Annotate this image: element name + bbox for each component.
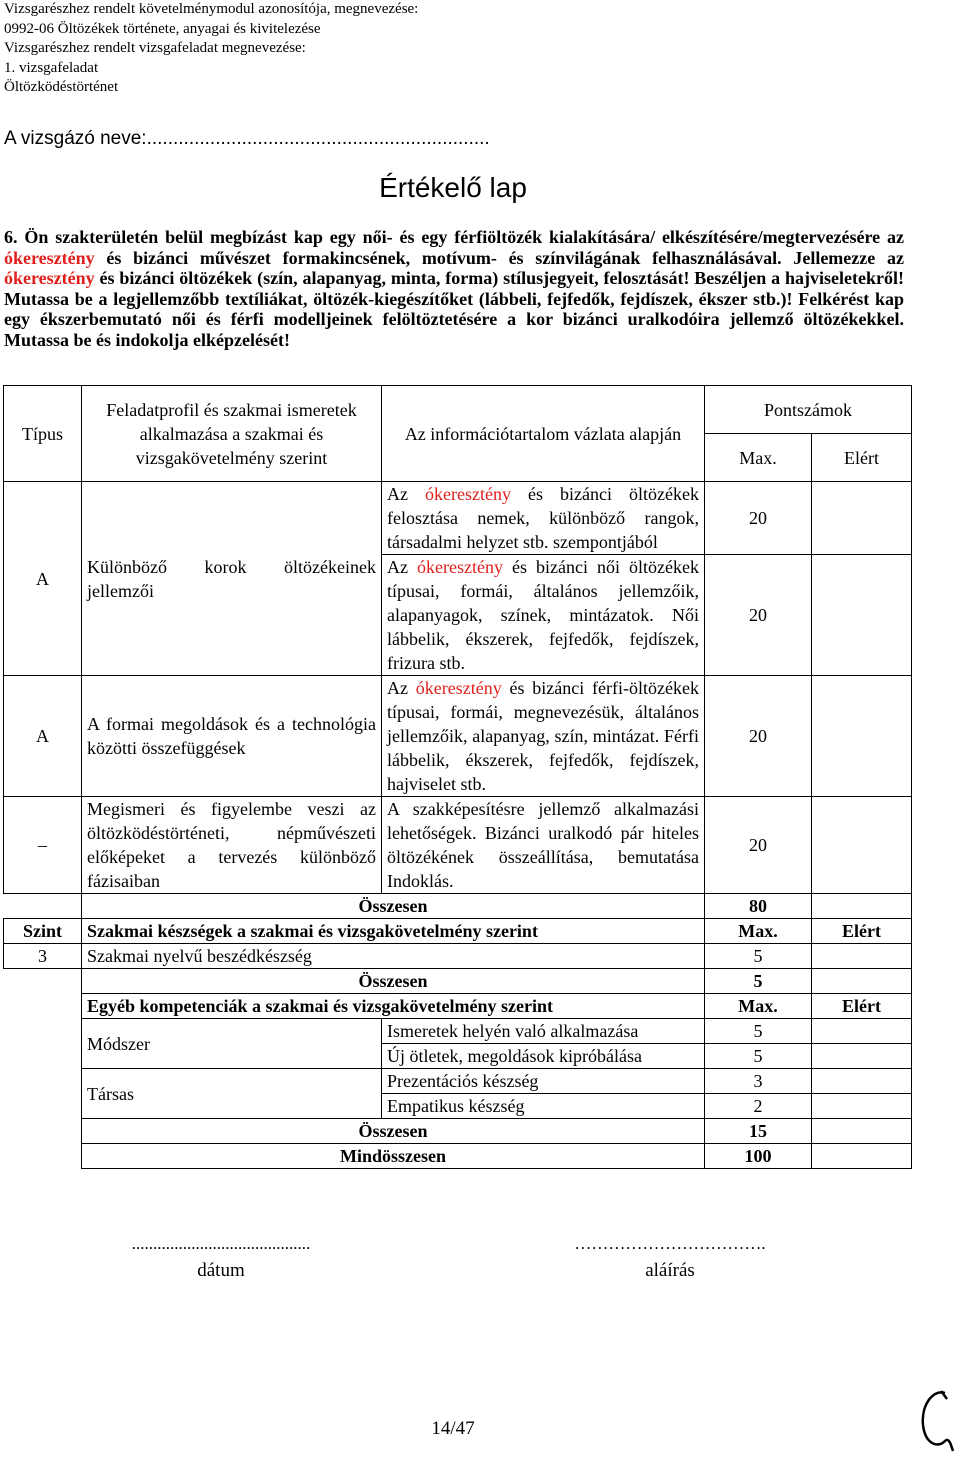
highlight-term: ókeresztény bbox=[415, 678, 502, 698]
task-text: és bizánci művészet formakincsének, motívum- és színvilágának felhasználásával. Jellemezze az bbox=[94, 247, 904, 268]
subtotal-achieved bbox=[812, 969, 912, 994]
skill-achieved bbox=[812, 944, 912, 969]
grand-total-achieved bbox=[812, 1144, 912, 1169]
signature-block bbox=[520, 1234, 820, 1282]
task-description bbox=[4, 227, 904, 351]
header-max: Max. bbox=[705, 434, 812, 482]
competence-achieved bbox=[812, 1019, 912, 1044]
subtotal-label: Összesen bbox=[82, 894, 705, 919]
header-line: 1. vizsgafeladat bbox=[4, 59, 99, 76]
row-info: Az ókeresztény és bizánci öltözékek felosztása nemek, különböző rangok, társadalmi helyzet stb. szempontjából bbox=[382, 482, 705, 555]
highlight-term: ókeresztény bbox=[425, 484, 511, 504]
row-achieved bbox=[812, 676, 912, 797]
row-type: A bbox=[4, 676, 82, 797]
page-title: Értékelő lap bbox=[379, 172, 527, 203]
task-text: 6. Ön szakterületén belül megbízást kap egy női- és egy férfiöltözék kialakítására/ elkészítésére/megtervezésére az bbox=[4, 227, 904, 247]
competence-max: 5 bbox=[705, 1044, 812, 1069]
subtotal-value: 80 bbox=[705, 894, 812, 919]
competence-label: Empatikus készség bbox=[382, 1094, 705, 1119]
row-max: 20 bbox=[705, 482, 812, 555]
header-line: Vizsgarészhez rendelt vizsgafeladat megnevezése: bbox=[4, 40, 306, 57]
highlight-term: ókeresztény bbox=[417, 557, 503, 577]
grand-total-label: Mindösszesen bbox=[82, 1144, 705, 1169]
skills-header-label: Szakmai készségek a szakmai és vizsgakövetelmény szerint bbox=[82, 919, 705, 944]
subtotal-value: 15 bbox=[705, 1119, 812, 1144]
row-profile: A formai megoldások és a technológia közötti összefüggések bbox=[82, 676, 382, 797]
competence-label: Új ötletek, megoldások kipróbálása bbox=[382, 1044, 705, 1069]
header-points: Pontszámok bbox=[705, 386, 912, 434]
subtotal-achieved bbox=[812, 1119, 912, 1144]
date-label: dátum bbox=[197, 1260, 245, 1281]
row-type: – bbox=[4, 797, 82, 894]
candidate-name-field: A vizsgázó neve:................................................................. bbox=[4, 128, 490, 149]
skills-header-achieved: Elért bbox=[812, 919, 912, 944]
signature-line: ……………………………. bbox=[574, 1234, 766, 1253]
row-info: Az ókeresztény és bizánci női öltözékek típusai, formái, általános jellemzőik, alapanyagok, színek, mintázatok. Női lábbelik, ékszerek, fejfedők, fejdíszek, frizura stb. bbox=[382, 555, 705, 676]
competence-group: Társas bbox=[82, 1069, 382, 1119]
row-achieved bbox=[812, 482, 912, 555]
subtotal-value: 5 bbox=[705, 969, 812, 994]
page-number: 14/47 bbox=[431, 1418, 475, 1439]
row-max: 20 bbox=[705, 676, 812, 797]
competence-max: 3 bbox=[705, 1069, 812, 1094]
signature-label: aláírás bbox=[645, 1260, 695, 1281]
row-info: Az ókeresztény és bizánci férfi-öltözékek típusai, formái, megnevezésük, általános jellemzőik, alapanyag, szín, mintázat. Férfi lábbelik, ékszerek, fejfedők, fejdíszek, hajviselet stb. bbox=[382, 676, 705, 797]
date-block bbox=[86, 1234, 356, 1282]
row-type: A bbox=[4, 482, 82, 676]
competence-achieved bbox=[812, 1094, 912, 1119]
skill-max: 5 bbox=[705, 944, 812, 969]
competence-header-achieved: Elért bbox=[812, 994, 912, 1019]
header-line: Vizsgarészhez rendelt követelménymodul azonosítója, megnevezése: bbox=[4, 1, 419, 17]
competence-max: 2 bbox=[705, 1094, 812, 1119]
subtotal-label: Összesen bbox=[82, 969, 705, 994]
row-info: A szakképesítésre jellemző alkalmazási lehetőségek. Bizánci uralkodó pár hiteles öltözékének összeállítása, bemutatása Indoklás. bbox=[382, 797, 705, 894]
competence-label: Prezentációs készség bbox=[382, 1069, 705, 1094]
competence-header-max: Max. bbox=[705, 994, 812, 1019]
subtotal-label: Összesen bbox=[82, 1119, 705, 1144]
skills-header-max: Max. bbox=[705, 919, 812, 944]
row-achieved bbox=[812, 797, 912, 894]
header-type: Típus bbox=[4, 386, 82, 482]
competence-achieved bbox=[812, 1044, 912, 1069]
header-info: Az információtartalom vázlata alapján bbox=[382, 386, 705, 482]
task-text: és bizánci öltözékek (szín, alapanyag, minta, forma) stílusjegyeit, felosztását! Beszéljen a hajviseletekről! Mutassa be a legjellemzőbb textíliákat, öltözék-kiegészítőket (lábbeli, fejfedők, fejdíszek, ékszer stb.)! Felkérést kap egy ékszerbemutató női és férfi modelljeinek felöltöztetésére a kor bizánci uralkodóira jellemző öltözékekkel. Mutassa be és indokolja elképzelését! bbox=[4, 268, 904, 350]
skill-label: Szakmai nyelvű beszédkészség bbox=[82, 944, 705, 969]
competence-header-label: Egyéb kompetenciák a szakmai és vizsgakövetelmény szerint bbox=[82, 994, 705, 1019]
highlight-term: ókeresztény bbox=[4, 247, 95, 268]
skill-level: 3 bbox=[4, 944, 82, 969]
handwritten-mark-icon bbox=[915, 1385, 955, 1455]
competence-max: 5 bbox=[705, 1019, 812, 1044]
competence-achieved bbox=[812, 1069, 912, 1094]
competence-label: Ismeretek helyén való alkalmazása bbox=[382, 1019, 705, 1044]
header-line: 0992-06 Öltözékek története, anyagai és kivitelezése bbox=[4, 20, 321, 37]
header-profile: Feladatprofil és szakmai ismeretek alkalmazása a szakmai és vizsgakövetelmény szerint bbox=[82, 386, 382, 482]
evaluation-table bbox=[3, 385, 912, 1169]
header-achieved: Elért bbox=[812, 434, 912, 482]
row-max: 20 bbox=[705, 797, 812, 894]
grand-total-value: 100 bbox=[705, 1144, 812, 1169]
header-line: Öltözködéstörténet bbox=[4, 79, 119, 96]
subtotal-achieved bbox=[812, 894, 912, 919]
row-max: 20 bbox=[705, 555, 812, 676]
row-profile: Különböző korok öltözékeinek jellemzői bbox=[82, 482, 382, 676]
skills-header-level: Szint bbox=[4, 919, 82, 944]
competence-group: Módszer bbox=[82, 1019, 382, 1069]
row-achieved bbox=[812, 555, 912, 676]
date-line: .......................................... bbox=[131, 1234, 311, 1253]
document-header bbox=[4, 0, 418, 98]
highlight-term: ókeresztény bbox=[4, 268, 95, 289]
row-profile: Megismeri és figyelembe veszi az öltözködéstörténeti, népművészeti előképeket a tervezés különböző fázisaiban bbox=[82, 797, 382, 894]
